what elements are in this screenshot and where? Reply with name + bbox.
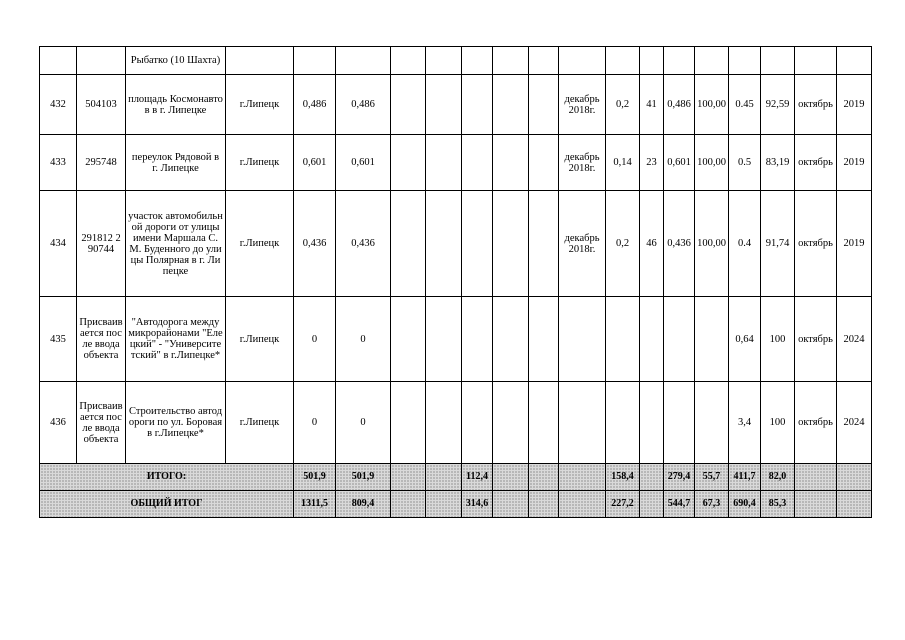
total-c10 bbox=[493, 464, 529, 491]
cell-no: 433 bbox=[40, 135, 77, 191]
road-objects-table bbox=[39, 46, 872, 518]
cell-c18: 100 bbox=[761, 297, 795, 382]
cell-c10 bbox=[493, 382, 529, 464]
grand-total-label: ОБЩИЙ ИТОГ bbox=[40, 491, 294, 518]
cell-c13 bbox=[606, 382, 640, 464]
cell-c12 bbox=[559, 382, 606, 464]
cell-city: г.Липецк bbox=[226, 75, 294, 135]
cell-c18: 92,59 bbox=[761, 75, 795, 135]
total-c15: 279,4 bbox=[664, 464, 695, 491]
cell-city: г.Липецк bbox=[226, 382, 294, 464]
cell-c5: 0,601 bbox=[294, 135, 336, 191]
cell-c20: 2019 bbox=[837, 191, 872, 297]
cell-c17 bbox=[729, 47, 761, 75]
cell-c10 bbox=[493, 135, 529, 191]
cell-c20: 2024 bbox=[837, 382, 872, 464]
cell-city: г.Липецк bbox=[226, 297, 294, 382]
grand-total-row bbox=[40, 491, 872, 518]
cell-c13 bbox=[606, 297, 640, 382]
total-c12 bbox=[559, 464, 606, 491]
cell-name: переулок Рядовой в г. Липецке bbox=[126, 135, 226, 191]
cell-code bbox=[77, 47, 126, 75]
cell-name: площадь Космонавтов в г. Липецке bbox=[126, 75, 226, 135]
cell-c16 bbox=[695, 382, 729, 464]
cell-c10 bbox=[493, 47, 529, 75]
cell-c16 bbox=[695, 297, 729, 382]
cell-c8 bbox=[426, 382, 462, 464]
total-c8 bbox=[426, 464, 462, 491]
cell-no bbox=[40, 47, 77, 75]
total-c14 bbox=[640, 464, 664, 491]
total-c20 bbox=[837, 464, 872, 491]
cell-c11 bbox=[529, 135, 559, 191]
cell-c18 bbox=[761, 47, 795, 75]
cell-c9 bbox=[462, 47, 493, 75]
cell-c15: 0,486 bbox=[664, 75, 695, 135]
cell-c16: 100,00 bbox=[695, 135, 729, 191]
cell-code: Присваивается после ввода объекта bbox=[77, 297, 126, 382]
cell-no: 434 bbox=[40, 191, 77, 297]
table-row bbox=[40, 135, 872, 191]
cell-c9 bbox=[462, 191, 493, 297]
cell-c20: 2019 bbox=[837, 135, 872, 191]
grand-c18: 85,3 bbox=[761, 491, 795, 518]
grand-c8 bbox=[426, 491, 462, 518]
cell-c7 bbox=[391, 75, 426, 135]
total-c13: 158,4 bbox=[606, 464, 640, 491]
cell-c13: 0,2 bbox=[606, 75, 640, 135]
cell-c11 bbox=[529, 297, 559, 382]
cell-c6: 0,436 bbox=[336, 191, 391, 297]
cell-c13: 0,14 bbox=[606, 135, 640, 191]
cell-c8 bbox=[426, 75, 462, 135]
grand-c11 bbox=[529, 491, 559, 518]
grand-c19 bbox=[795, 491, 837, 518]
cell-c12: декабрь 2018г. bbox=[559, 75, 606, 135]
cell-c19: октябрь bbox=[795, 75, 837, 135]
cell-c9 bbox=[462, 382, 493, 464]
cell-c16: 100,00 bbox=[695, 191, 729, 297]
cell-c15: 0,601 bbox=[664, 135, 695, 191]
grand-c9: 314,6 bbox=[462, 491, 493, 518]
cell-c10 bbox=[493, 297, 529, 382]
cell-c8 bbox=[426, 47, 462, 75]
cell-c7 bbox=[391, 297, 426, 382]
cell-c12 bbox=[559, 297, 606, 382]
cell-c9 bbox=[462, 297, 493, 382]
table-row bbox=[40, 47, 872, 75]
table-body bbox=[40, 47, 872, 464]
cell-c8 bbox=[426, 191, 462, 297]
cell-c12 bbox=[559, 47, 606, 75]
table-row bbox=[40, 382, 872, 464]
cell-c7 bbox=[391, 135, 426, 191]
cell-c18: 100 bbox=[761, 382, 795, 464]
cell-c15 bbox=[664, 297, 695, 382]
cell-c9 bbox=[462, 135, 493, 191]
cell-c11 bbox=[529, 75, 559, 135]
grand-c15: 544,7 bbox=[664, 491, 695, 518]
total-c6: 501,9 bbox=[336, 464, 391, 491]
total-c17: 411,7 bbox=[729, 464, 761, 491]
cell-c6: 0,601 bbox=[336, 135, 391, 191]
table-row bbox=[40, 75, 872, 135]
cell-c6: 0,486 bbox=[336, 75, 391, 135]
grand-c16: 67,3 bbox=[695, 491, 729, 518]
total-c7 bbox=[391, 464, 426, 491]
cell-c9 bbox=[462, 75, 493, 135]
cell-c19: октябрь bbox=[795, 297, 837, 382]
cell-code: 504103 bbox=[77, 75, 126, 135]
cell-c14 bbox=[640, 47, 664, 75]
cell-c19: октябрь bbox=[795, 382, 837, 464]
cell-c17: 0.45 bbox=[729, 75, 761, 135]
cell-c11 bbox=[529, 47, 559, 75]
cell-c18: 91,74 bbox=[761, 191, 795, 297]
grand-c12 bbox=[559, 491, 606, 518]
total-c18: 82,0 bbox=[761, 464, 795, 491]
grand-c13: 227,2 bbox=[606, 491, 640, 518]
table-row bbox=[40, 297, 872, 382]
cell-no: 436 bbox=[40, 382, 77, 464]
cell-no: 432 bbox=[40, 75, 77, 135]
cell-c17: 0,64 bbox=[729, 297, 761, 382]
cell-c11 bbox=[529, 191, 559, 297]
cell-c20: 2024 bbox=[837, 297, 872, 382]
grand-c10 bbox=[493, 491, 529, 518]
cell-no: 435 bbox=[40, 297, 77, 382]
cell-city bbox=[226, 47, 294, 75]
cell-c12: декабрь 2018г. bbox=[559, 191, 606, 297]
cell-name: Рыбатко (10 Шахта) bbox=[126, 47, 226, 75]
cell-code: 295748 bbox=[77, 135, 126, 191]
cell-c13: 0,2 bbox=[606, 191, 640, 297]
cell-code: Присваивается после ввода объекта bbox=[77, 382, 126, 464]
total-c5: 501,9 bbox=[294, 464, 336, 491]
cell-c11 bbox=[529, 382, 559, 464]
cell-c6 bbox=[336, 47, 391, 75]
cell-c16: 100,00 bbox=[695, 75, 729, 135]
cell-c20: 2019 bbox=[837, 75, 872, 135]
total-c16: 55,7 bbox=[695, 464, 729, 491]
cell-c14 bbox=[640, 382, 664, 464]
cell-c6: 0 bbox=[336, 297, 391, 382]
total-c11 bbox=[529, 464, 559, 491]
cell-c7 bbox=[391, 382, 426, 464]
cell-c5: 0 bbox=[294, 297, 336, 382]
cell-c17: 0.5 bbox=[729, 135, 761, 191]
cell-c10 bbox=[493, 191, 529, 297]
cell-c7 bbox=[391, 191, 426, 297]
cell-c10 bbox=[493, 75, 529, 135]
cell-c5: 0,486 bbox=[294, 75, 336, 135]
cell-name: "Автодорога между микрорайонами "Елецкий" - "Университетский" в г.Липецке* bbox=[126, 297, 226, 382]
cell-c8 bbox=[426, 135, 462, 191]
cell-c19 bbox=[795, 47, 837, 75]
grand-c14 bbox=[640, 491, 664, 518]
cell-c18: 83,19 bbox=[761, 135, 795, 191]
cell-c14 bbox=[640, 297, 664, 382]
cell-c19: октябрь bbox=[795, 191, 837, 297]
cell-c14: 23 bbox=[640, 135, 664, 191]
cell-c16 bbox=[695, 47, 729, 75]
grand-c6: 809,4 bbox=[336, 491, 391, 518]
total-label: ИТОГО: bbox=[40, 464, 294, 491]
cell-c13 bbox=[606, 47, 640, 75]
totals-body bbox=[40, 464, 872, 518]
grand-c17: 690,4 bbox=[729, 491, 761, 518]
grand-c20 bbox=[837, 491, 872, 518]
cell-c19: октябрь bbox=[795, 135, 837, 191]
cell-code: 291812 290744 bbox=[77, 191, 126, 297]
total-c9: 112,4 bbox=[462, 464, 493, 491]
cell-c12: декабрь 2018г. bbox=[559, 135, 606, 191]
cell-name: участок автомобильной дороги от улицы имени Маршала С.М. Буденного до улицы Полярная в г. Липецке bbox=[126, 191, 226, 297]
cell-c6: 0 bbox=[336, 382, 391, 464]
cell-city: г.Липецк bbox=[226, 135, 294, 191]
cell-c20 bbox=[837, 47, 872, 75]
grand-c5: 1311,5 bbox=[294, 491, 336, 518]
cell-name: Строительство автодороги по ул. Боровая в г.Липецке* bbox=[126, 382, 226, 464]
cell-c15 bbox=[664, 382, 695, 464]
cell-c14: 41 bbox=[640, 75, 664, 135]
cell-c15: 0,436 bbox=[664, 191, 695, 297]
cell-c17: 0.4 bbox=[729, 191, 761, 297]
table-row bbox=[40, 191, 872, 297]
grand-c7 bbox=[391, 491, 426, 518]
cell-c5: 0 bbox=[294, 382, 336, 464]
cell-c8 bbox=[426, 297, 462, 382]
cell-c5 bbox=[294, 47, 336, 75]
cell-c17: 3,4 bbox=[729, 382, 761, 464]
cell-c15 bbox=[664, 47, 695, 75]
cell-city: г.Липецк bbox=[226, 191, 294, 297]
cell-c5: 0,436 bbox=[294, 191, 336, 297]
total-c19 bbox=[795, 464, 837, 491]
cell-c7 bbox=[391, 47, 426, 75]
cell-c14: 46 bbox=[640, 191, 664, 297]
total-row bbox=[40, 464, 872, 491]
